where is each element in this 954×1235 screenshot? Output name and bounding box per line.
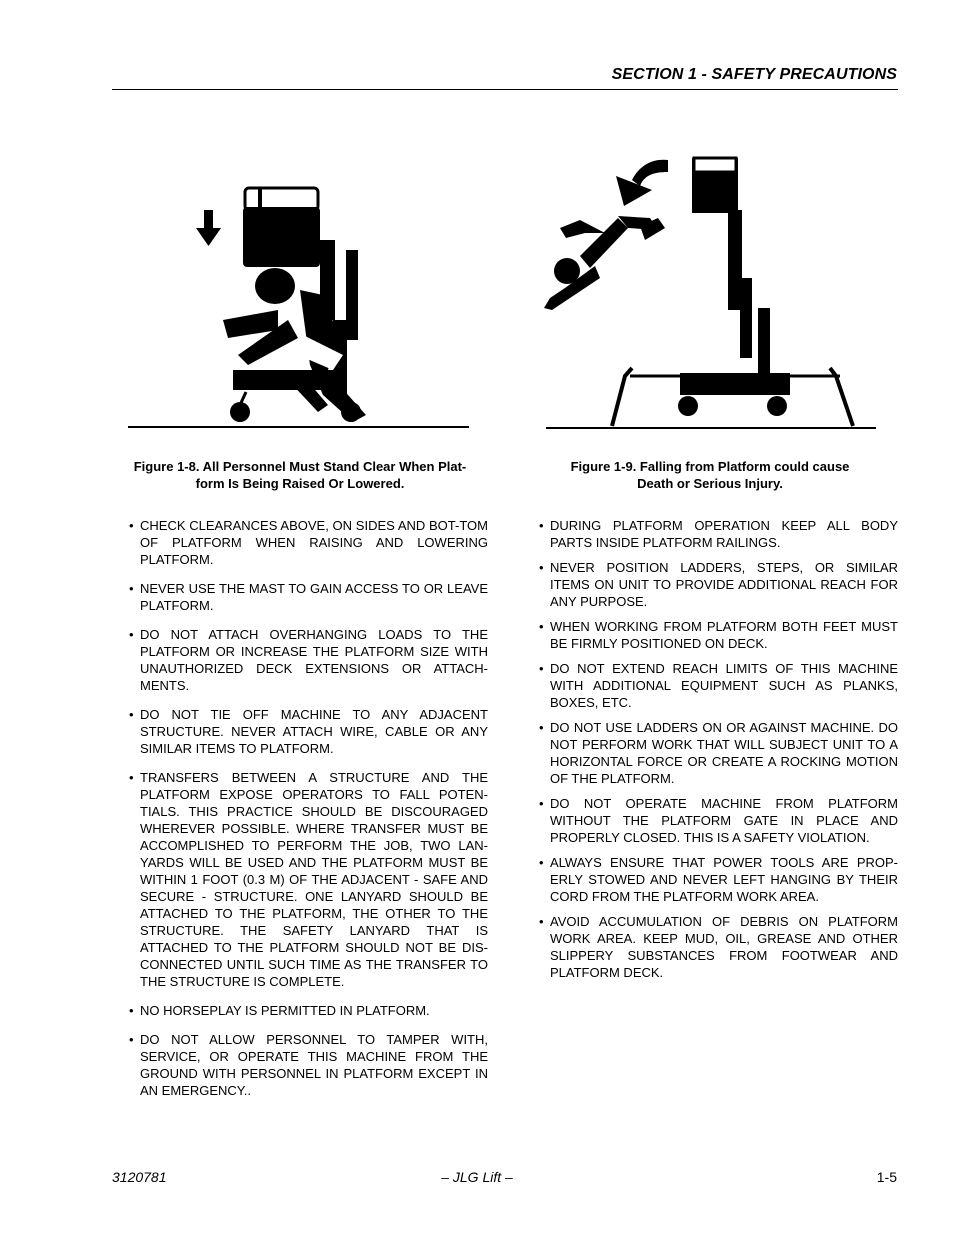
- list-item: • NEVER USE THE MAST TO GAIN ACCESS TO OR LEAVE PLATFORM.: [129, 580, 488, 614]
- header-rule: [112, 89, 898, 90]
- list-item: • CHECK CLEARANCES ABOVE, ON SIDES AND BOT-TOM OF PLATFORM WHEN RAISING AND LOWERING PLATFORM.: [129, 517, 488, 568]
- mast: [728, 210, 770, 378]
- list-item: • DO NOT ATTACH OVERHANGING LOADS TO THE PLATFORM OR INCREASE THE PLATFORM SIZE WITH UNAUTHORIZED DECK EXTENSIONS OR ATTACH-MENTS.: [129, 626, 488, 694]
- down-arrow-icon: [196, 210, 221, 246]
- page-number: 1-5: [876, 1169, 897, 1185]
- caption-line: Figure 1-9. Falling from Platform could cause: [570, 459, 850, 474]
- list-item: • NEVER POSITION LADDERS, STEPS, OR SIMILAR ITEMS ON UNIT TO PROVIDE ADDITIONAL REACH FOR ANY PURPOSE.: [539, 559, 898, 610]
- figure-1-9-caption: [530, 458, 890, 492]
- figure-1-8-illustration: [128, 180, 473, 432]
- falling-person: [544, 216, 665, 310]
- document-number: 3120781: [112, 1169, 167, 1185]
- list-item: • DURING PLATFORM OPERATION KEEP ALL BODY PARTS INSIDE PLATFORM RAILINGS.: [539, 517, 898, 551]
- list-item: • TRANSFERS BETWEEN A STRUCTURE AND THE PLATFORM EXPOSE OPERATORS TO FALL POTEN-TIALS. THIS PRACTICE SHOULD BE DISCOURAGED WHEREVER POSSIBLE. WHERE TRANSFER MUST BE ACCOMPLISHED TO PERFORM THE JOB, TWO LAN-YARDS WILL BE USED AND THE PLATFORM MUST BE WITHIN 1 FOOT (0.3 M) OF THE ADJACENT - SAFE AND SECURE - STRUCTURE. ONE LANYARD SHOULD BE ATTACHED TO THE PLATFORM, THE OTHER TO THE STRUCTURE. THE SAFETY LANYARD THAT IS ATTACHED TO THE PLATFORM SHOULD NOT BE DIS-CONNECTED UNTIL SUCH TIME AS THE TRANSFER TO THE STRUCTURE IS COMPLETE.: [129, 769, 488, 990]
- list-item: • ALWAYS ENSURE THAT POWER TOOLS ARE PROP-ERLY STOWED AND NEVER LEFT HANGING BY THEIR CORD FROM THE PLATFORM WORK AREA.: [539, 854, 898, 905]
- list-item: • DO NOT OPERATE MACHINE FROM PLATFORM WITHOUT THE PLATFORM GATE IN PLACE AND PROPERLY CLOSED. THIS IS A SAFETY VIOLATION.: [539, 795, 898, 846]
- list-item: • AVOID ACCUMULATION OF DEBRIS ON PLATFORM WORK AREA. KEEP MUD, OIL, GREASE AND OTHER SLIPPERY SUBSTANCES FROM FOOTWEAR AND PLATFORM DECK.: [539, 913, 898, 981]
- figure-1-8-caption: [112, 458, 488, 492]
- chassis-base: [612, 368, 853, 426]
- caption-line: Death or Serious Injury.: [637, 476, 783, 491]
- footer-center: – JLG Lift –: [441, 1169, 513, 1185]
- list-item: • DO NOT TIE OFF MACHINE TO ANY ADJACENT STRUCTURE. NEVER ATTACH WIRE, CABLE OR ANY SIMILAR ITEMS TO PLATFORM.: [129, 706, 488, 757]
- list-item: • DO NOT USE LADDERS ON OR AGAINST MACHINE. DO NOT PERFORM WORK THAT WILL SUBJECT UNIT TO A HORIZONTAL FORCE OR CREATE A ROCKING MOTION OF THE PLATFORM.: [539, 719, 898, 787]
- list-item: • WHEN WORKING FROM PLATFORM BOTH FEET MUST BE FIRMLY POSITIONED ON DECK.: [539, 618, 898, 652]
- figure-1-9-illustration: [540, 148, 880, 433]
- right-bullet-list: [539, 517, 898, 989]
- curved-arrow-icon: [616, 160, 668, 206]
- list-item: • DO NOT EXTEND REACH LIMITS OF THIS MACHINE WITH ADDITIONAL EQUIPMENT SUCH AS PLANKS, BOXES, ETC.: [539, 660, 898, 711]
- section-title: SECTION 1 - SAFETY PRECAUTIONS: [611, 66, 897, 83]
- caption-line: form Is Being Raised Or Lowered.: [195, 476, 405, 491]
- platform-basket: [243, 188, 320, 267]
- list-item: • DO NOT ALLOW PERSONNEL TO TAMPER WITH, SERVICE, OR OPERATE THIS MACHINE FROM THE GROUND WITH PERSONNEL IN PLATFORM EXCEPT IN AN EMERGENCY..: [129, 1031, 488, 1099]
- left-bullet-list: [129, 517, 488, 1111]
- caption-line: Figure 1-8. All Personnel Must Stand Clear When Plat-: [133, 459, 467, 474]
- list-item: • NO HORSEPLAY IS PERMITTED IN PLATFORM.: [129, 1002, 488, 1019]
- platform-basket: [692, 158, 738, 213]
